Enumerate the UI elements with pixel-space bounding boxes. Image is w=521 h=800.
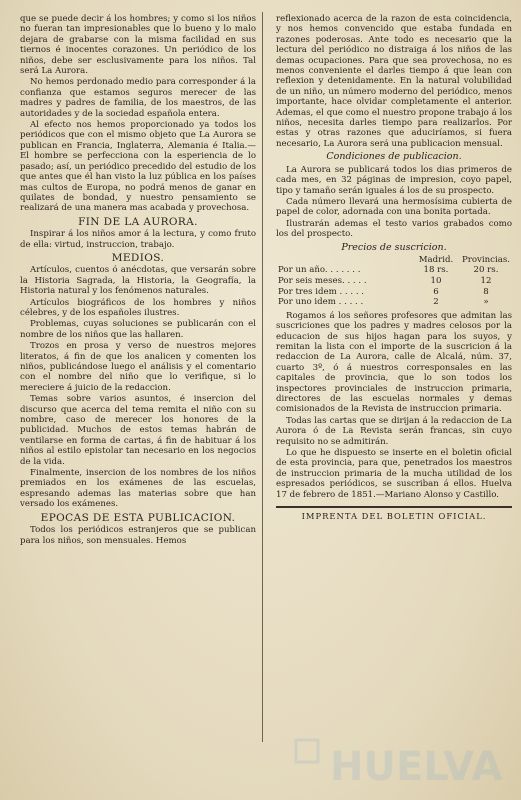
paragraph: que se puede decir á los hombres; y como si los niños no fueran tan impresionables que lo bueno y lo malo dejara de grabarse con la misma facilidad en sus tiernos é inocentes corazones. Un periódico de los niños, debe ser esclusivamente para los niños. Tal será La Aurora. [20, 14, 256, 77]
right-column [276, 14, 512, 521]
table-row [276, 287, 512, 298]
table-row [276, 265, 512, 276]
section-heading-epocas: EPOCAS DE ESTA PUBLICACION. [40, 511, 236, 524]
paragraph: Trozos en prosa y verso de nuestros mejores literatos, á fin de que los analicen y comenten los niños, publicándose luego el análisis y el comentario con el nombre del niño que lo verifique, si lo mereciere á juicio de la redaccion. [20, 341, 256, 393]
paragraph: No hemos perdonado medio para corresponder á la confianza que estamos seguros merecer de las madres y padres de familia, de los maestros, de las autoridades y de la sociedad española entera. [20, 77, 256, 119]
price-header-madrid: Madrid. [418, 254, 454, 265]
paragraph: La Aurora se publicará todos los dias primeros de cada mes, en 32 páginas de impresion, coyo papel, tipo y tamaño serán iguales á los de su prospecto. [276, 164, 512, 196]
imprint-line: IMPRENTA DEL BOLETIN OFICIAL. [276, 506, 512, 521]
paragraph: Al efecto nos hemos proporcionado ya todos los periódicos que con el mismo objeto que La Aurora se publican en Francia, Inglaterra, Alemania é Italia.—El hombre se perfecciona con la esperiencia de lo pasado; así, un periódico precedido del estudio de los que antes que él han visto la luz pública en los países mas cultos de Europa, no podrá menos de ganar en quilates de bondad, y nuestro pensamiento se realizará de una manera mas acabada y provechosa. [20, 120, 256, 214]
section-heading-medios: MEDIOS. [111, 251, 165, 264]
price-label: Por uno idem . . . . . [278, 297, 364, 308]
price-header-provincias: Provincias. [461, 254, 510, 265]
price-madrid: 10 [430, 275, 442, 286]
price-label: Por un año. . . . . . . [278, 265, 361, 276]
price-label: Por seis meses. . . . . [278, 275, 367, 286]
paragraph: Problemas, cuyas soluciones se publicarán con el nombre de los niños que las hallaren. [20, 319, 256, 340]
paragraph: Lo que he dispuesto se inserte en el boletin oficial de esta provincia, para que, penetrados los maestros de instruccion primaria de la mucha utilidad de los espresados periódicos, se suscriban á ellos. Huelva 17 de febrero de 1851.—Mariano Alonso y Castillo. [276, 448, 512, 500]
price-madrid: 18 rs. [423, 265, 449, 276]
price-table-header [276, 255, 512, 265]
table-row [276, 297, 512, 308]
price-provincias: 20 rs. [473, 265, 499, 276]
paragraph: Artículos biográficos de los hombres y niños célebres, y de los españoles ilustres. [20, 297, 256, 318]
column-divider [262, 12, 263, 742]
price-provincias: 8 [483, 286, 489, 297]
price-provincias: » [483, 297, 489, 308]
table-row [276, 276, 512, 287]
paragraph: Finalmente, insercion de los nombres de los niños premiados en los exámenes de las escuelas, espresando ademas las materias sobre que han versado los exámenes. [20, 468, 256, 510]
paragraph: Todas las cartas que se dirijan á la redaccion de La Aurora ó de La Revista serán francas, sin cuyo requisito no se admitirán. [276, 415, 512, 447]
price-provincias: 12 [480, 275, 492, 286]
paragraph: Cada número llevará una hermosísima cubierta de papel de color, adornada con una bonita portada. [276, 196, 512, 218]
paragraph: Todos los periódicos estranjeros que se publican para los niños, son mensuales. Hemos [20, 525, 256, 546]
paragraph: Rogamos á los señores profesores que admitan las suscriciones que los padres y madres celosos por la educacion de sus hijos hagan para los suyos, y remitan la lista con el importe de la suscricion á la redaccion de La Aurora, calle de Alcalá, núm. 37, cuarto 3º, ó á nuestros corresponsales en las capitales de provincia, que lo son todos los inspectores provinciales de instruccion primaria, directores de las escuelas normales y demas comisionados de la Revista de instruccion primaria. [276, 310, 512, 415]
paragraph: reflexionado acerca de la razon de esta coincidencia, y nos hemos convencido que estaba fundada en razones poderosas. Ante todo es necesario que la lectura del periódico no distraiga á los niños de las demas ocupaciones. Para que sea provechosa, no es menos conveniente el darles tiempo á que lean con reflexion y detenidamente. En la natural volubilidad de un niño, un número moderno del periódico, menos importante, hace olvidar completamente el anterior. Ademas, el que como el nuestro propone trabajo á los niños, necesita darles tiempo para realizarlos. Por estas y otras razones que aduciríamos, si fuera necesario, La Aurora será una publicacion mensual. [276, 14, 512, 149]
section-heading-fin: FIN DE LA AURORA. [78, 215, 198, 228]
section-heading-precios: Precios de suscricion. [341, 241, 447, 253]
paragraph: Temas sobre varios asuntos, é insercion del discurso que acerca del tema remita el niño con su nombre, caso de merecer los honores de la publicidad. Muchos de estos temas habrán de ventilarse en forma de cartas, á fin de habituar á los niños al estilo epistolar tan necesario en los negocios de la vida. [20, 394, 256, 467]
section-heading-condiciones: Condiciones de publicacion. [326, 151, 462, 163]
paragraph: Ilustrarán ademas el testo varios grabados como los del prospecto. [276, 218, 512, 240]
price-madrid: 6 [433, 286, 439, 297]
svg-text:HUELVA: HUELVA [330, 744, 503, 790]
price-table [276, 255, 512, 308]
library-watermark-logo [290, 730, 520, 800]
paragraph: Inspirar á los niños amor á la lectura, y como fruto de ella: virtud, instruccion, trabajo. [20, 229, 256, 250]
left-column [20, 14, 256, 547]
paragraph: Artículos, cuentos ó anécdotas, que versarán sobre la Historia Sagrada, la Historia, la Geografía, la Historia natural y los fenómenos naturales. [20, 265, 256, 297]
price-label: Por tres idem . . . . . [278, 286, 365, 297]
price-madrid: 2 [433, 297, 439, 308]
